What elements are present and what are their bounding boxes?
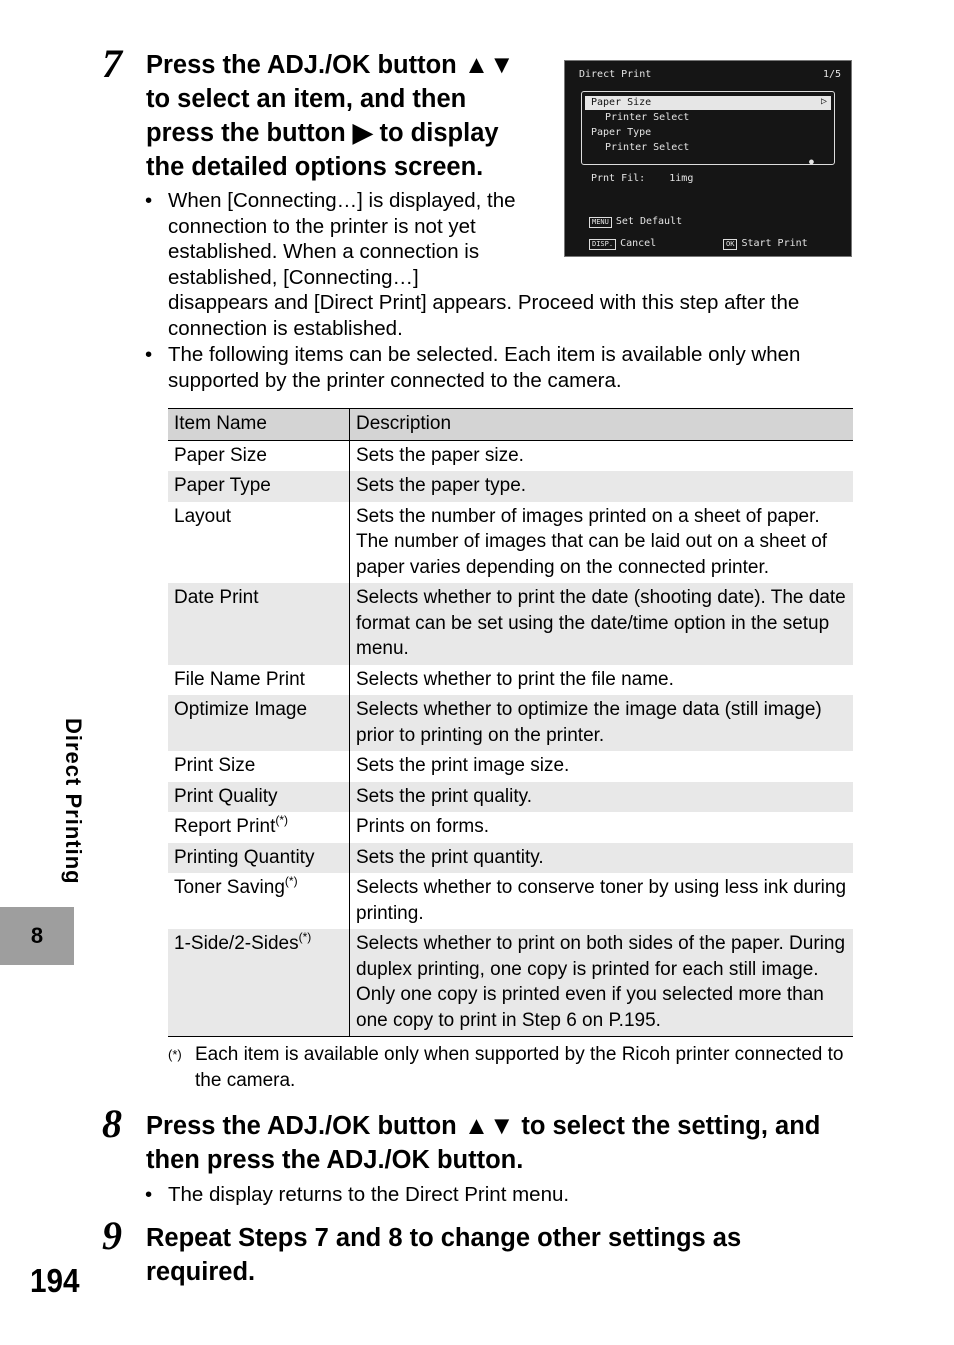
item-description: Selects whether to conserve toner by using less ink during printing. xyxy=(356,877,847,924)
chapter-number: 8 xyxy=(30,923,44,948)
item-name: File Name Print xyxy=(174,668,305,690)
page-number: 194 xyxy=(30,1262,80,1299)
table-row xyxy=(168,440,853,471)
step-7-heading-line: to select an item, and then xyxy=(146,85,467,113)
footnote-mark: (*) xyxy=(168,1047,182,1062)
step-8-heading-line: Press the ADJ./OK button ▲▼ to select the setting, and xyxy=(146,1112,821,1140)
screen-row: Paper Type xyxy=(591,127,652,138)
step-9-number: 9 xyxy=(102,1213,122,1258)
item-description: Sets the print quality. xyxy=(350,782,854,813)
footnote-mark: (*) xyxy=(284,874,298,888)
bullet-line: When [Connecting…] is displayed, the xyxy=(168,189,516,212)
step-7-number: 7 xyxy=(102,41,122,86)
footnote-mark: (*) xyxy=(275,813,289,827)
chapter-side-label xyxy=(16,718,86,898)
bullet-line: connection is established. xyxy=(168,316,403,340)
step-8-number: 8 xyxy=(102,1101,122,1146)
item-name: Layout xyxy=(174,505,232,527)
step-9-heading-line: Repeat Steps 7 and 8 to change other settings as xyxy=(146,1224,742,1252)
table-row xyxy=(168,929,853,1037)
step-7-heading xyxy=(146,48,514,184)
step-7-heading-line: Press the ADJ./OK button ▲▼ xyxy=(146,51,515,79)
item-description: Selects whether to print the file name. xyxy=(356,668,674,690)
item-description: Selects whether to print on both sides of the paper. During duplex printing, one copy is printed for each still image. Only one copy is printed even if you selected more than one copy to print in Step 6 on P.195. xyxy=(350,929,854,1037)
print-items-table xyxy=(168,408,853,1037)
table-row xyxy=(168,665,853,696)
screen-ok-hint xyxy=(723,238,808,250)
item-description: Sets the print quantity. xyxy=(350,843,854,874)
item-name: Report Print xyxy=(174,816,276,837)
table-row xyxy=(168,695,853,751)
footnote-mark: (*) xyxy=(298,930,312,944)
bullet-line: established. When a connection is xyxy=(168,240,480,263)
item-description: Sets the print image size. xyxy=(356,755,570,776)
chapter-label: Direct Printing xyxy=(61,718,86,885)
table-row xyxy=(168,873,853,929)
item-name: Toner Saving xyxy=(174,877,285,898)
item-name: Print Quality xyxy=(174,785,278,807)
screen-start-label: Start Print xyxy=(741,238,808,249)
screen-cancel-label: Cancel xyxy=(620,238,657,249)
item-description: Selects whether to optimize the image data (still image) prior to printing on the printer. xyxy=(350,695,854,751)
ok-key-icon: OK xyxy=(723,239,737,250)
scroll-indicator-icon: ● xyxy=(809,157,814,166)
menu-key-icon: MENU xyxy=(589,217,612,228)
step-8-heading xyxy=(146,1109,820,1177)
bullet-line: The following items can be selected. Each item is available only when xyxy=(168,343,801,366)
table-header-description: Description xyxy=(350,409,854,441)
item-name: 1-Side/2-Sides xyxy=(174,933,299,954)
bullet-line: The display returns to the Direct Print menu. xyxy=(168,1183,570,1206)
step-8-heading-line: then press the ADJ./OK button. xyxy=(146,1146,524,1174)
table-header-item-name: Item Name xyxy=(168,409,350,441)
item-description: Prints on forms. xyxy=(356,816,490,837)
bullet-line: disappears and [Direct Print] appears. Proceed with this step after the xyxy=(168,291,800,314)
step-9-heading-line: required. xyxy=(146,1258,256,1286)
bullet-line: supported by the printer connected to the camera. xyxy=(168,368,622,392)
screen-row: Printer Select xyxy=(605,142,690,153)
table-row xyxy=(168,843,853,874)
footnote-text: Each item is available only when supported by the Ricoh printer connected to the camera. xyxy=(195,1044,844,1091)
screen-menu-hint xyxy=(589,216,682,228)
table-header-row xyxy=(168,409,853,441)
screen-row: Printer Select xyxy=(605,112,690,123)
table-row xyxy=(168,782,853,813)
bullet-line: connection to the printer is not yet xyxy=(168,214,476,238)
screen-row: Paper Size xyxy=(591,97,652,108)
item-name: Optimize Image xyxy=(174,699,308,720)
table-row xyxy=(168,751,853,782)
screen-title: Direct Print xyxy=(579,69,652,80)
table-row xyxy=(168,812,853,843)
step-9-heading xyxy=(146,1221,741,1289)
item-description: Sets the paper size. xyxy=(356,444,524,466)
screen-menu-label: Set Default xyxy=(615,216,683,227)
table-row xyxy=(168,583,853,665)
screen-page-indicator: 1/5 xyxy=(822,69,841,80)
item-name: Date Print xyxy=(174,587,259,608)
item-name: Paper Type xyxy=(174,475,271,496)
disp-key-icon: DISP. xyxy=(589,239,616,250)
item-description: Sets the number of images printed on a sheet of paper. The number of images that can be laid out on a sheet of paper varies depending on the connected printer. xyxy=(356,505,828,578)
table-row xyxy=(168,471,853,502)
item-name: Print Size xyxy=(174,755,256,776)
table-row xyxy=(168,502,853,584)
bullet-line: established, [Connecting…] xyxy=(168,265,419,289)
right-arrow-icon: ▷ xyxy=(821,96,828,107)
item-description: Selects whether to print the date (shooting date). The date format can be set using the date/time option in the setup menu. xyxy=(350,583,854,665)
step-7-heading-line: the detailed options screen. xyxy=(146,153,484,181)
item-name: Paper Size xyxy=(174,444,267,466)
item-description: Sets the paper type. xyxy=(350,471,854,502)
screen-disp-hint xyxy=(589,238,656,250)
step-7-heading-line: press the button ▶ to display xyxy=(146,119,499,147)
screen-file-count: Prnt Fil: 1img xyxy=(591,173,694,184)
item-name: Printing Quantity xyxy=(174,846,315,868)
chapter-tab xyxy=(0,907,74,965)
camera-screen-illustration xyxy=(564,60,852,257)
